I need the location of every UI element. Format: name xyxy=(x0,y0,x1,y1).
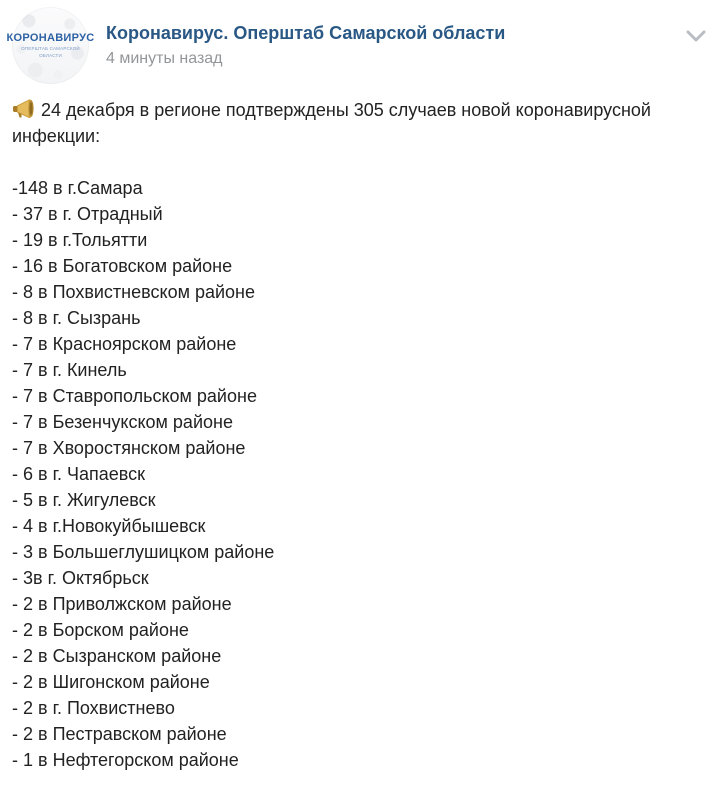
case-line: - 8 в г. Сызрань xyxy=(12,308,141,328)
avatar-subtitle-text: ОПЕРШТАБ САМАРСКОЙ ОБЛАСТИ xyxy=(21,46,80,58)
case-line: - 3 в Большеглушицком районе xyxy=(12,542,275,562)
group-avatar[interactable] xyxy=(6,7,95,84)
group-name-link[interactable]: Коронавирус. Оперштаб Самарской области xyxy=(106,23,506,43)
case-line: - 8 в Похвистневском районе xyxy=(12,282,255,302)
case-line: - 6 в г. Чапаевск xyxy=(12,464,145,484)
case-line: - 2 в Пестравском районе xyxy=(12,724,227,744)
megaphone-icon xyxy=(12,98,35,119)
case-line: -148 в г.Самара xyxy=(12,178,143,198)
case-line: - 2 в Сызранском районе xyxy=(12,646,222,666)
post-header xyxy=(0,0,727,84)
case-line: - 3в г. Октябрьск xyxy=(12,568,149,588)
case-line: - 7 в г. Кинель xyxy=(12,360,127,380)
post-menu-button[interactable] xyxy=(679,23,713,49)
case-line: - 7 в Хворостянском районе xyxy=(12,438,246,458)
case-line: - 2 в г. Похвистнево xyxy=(12,698,175,718)
case-line: - 7 в Красноярском районе xyxy=(12,334,237,354)
post-intro-text: 24 декабря в регионе подтверждены 305 случаев новой коронавирусной инфекции: xyxy=(12,100,651,146)
avatar-title-text: КОРОНАВИРУС xyxy=(6,32,95,44)
case-line: - 2 в Приволжском районе xyxy=(12,594,232,614)
case-line: - 5 в г. Жигулевск xyxy=(12,490,156,510)
case-line: - 4 в г.Новокуйбышевск xyxy=(12,516,206,536)
case-line: - 2 в Борском районе xyxy=(12,620,189,640)
post-body xyxy=(0,84,727,799)
case-line: - 37 в г. Отрадный xyxy=(12,204,163,224)
header-text-block xyxy=(106,7,505,69)
case-line: - 19 в г.Тольятти xyxy=(12,230,148,250)
chevron-down-icon xyxy=(685,31,707,46)
case-line: - 7 в Ставропольском районе xyxy=(12,386,257,406)
case-line: - 16 в Богатовском районе xyxy=(12,256,233,276)
post-timestamp[interactable]: 4 минуты назад xyxy=(106,50,223,67)
case-line: - 7 в Безенчукском районе xyxy=(12,412,233,432)
case-line: - 1 в Нефтегорском районе xyxy=(12,750,239,770)
case-line: - 2 в Шигонском районе xyxy=(12,672,210,692)
cases-list xyxy=(12,175,713,773)
post-intro-line xyxy=(12,97,684,149)
